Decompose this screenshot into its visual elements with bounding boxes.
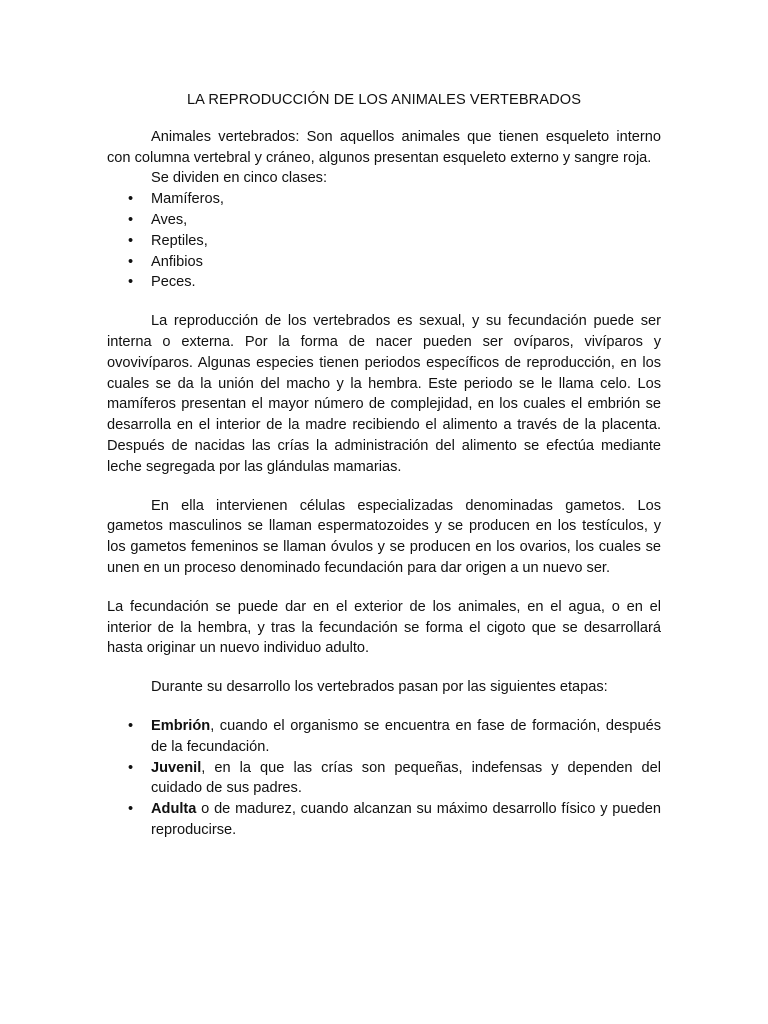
paragraph-stages-intro: Durante su desarrollo los vertebrados pasan por las siguientes etapas: (151, 679, 608, 696)
paragraph-gametes: En ella intervienen células especializadas denominadas gametos. Los gametos masculinos se llaman espermatozoides y se producen en los testículos, y los gametos femeninos se llaman óvulos y se producen en los ovarios, los cuales se unen en un proceso denominado fecundación para dar origen a un nuevo ser. (107, 497, 661, 576)
stage-term: Juvenil (151, 759, 202, 776)
bullet-icon: • (128, 717, 134, 734)
bullet-icon: • (128, 801, 134, 818)
bullet-icon: • (128, 274, 134, 291)
bullet-icon: • (128, 759, 134, 776)
document-title: LA REPRODUCCIÓN DE LOS ANIMALES VERTEBRADOS (186, 92, 582, 108)
bullet-icon: • (128, 191, 134, 208)
document-content (107, 90, 661, 841)
list-item (107, 799, 661, 841)
stage-description: , en la que las crías son pequeñas, indefensas y dependen del cuidado de sus padres. (151, 759, 661, 797)
paragraph-definition: Animales vertebrados: Son aquellos animales que tienen esqueleto interno con columna vertebral y cráneo, algunos presentan esqueleto externo y sangre roja. (107, 128, 661, 166)
paragraph-classes-intro: Se dividen en cinco clases: (151, 170, 328, 187)
list-item: • Mamíferos, (107, 189, 661, 210)
stage-description: , cuando el organismo se encuentra en fase de formación, después de la fecundación. (151, 717, 661, 755)
paragraph-fertilization: La fecundación se puede dar en el exterior de los animales, en el agua, o en el interior de la hembra, y tras la fecundación se forma el cigoto que se desarrollará hasta originar un nuevo individuo adulto. (107, 598, 661, 657)
bullet-icon: • (128, 211, 134, 228)
stage-description: o de madurez, cuando alcanzan su máximo desarrollo físico y pueden reproducirse. (151, 801, 661, 838)
classes-list (107, 189, 661, 293)
paragraph-reproduction: La reproducción de los vertebrados es sexual, y su fecundación puede ser interna o externa. Por la forma de nacer pueden ser ovíparos, vivíparos y ovovivíparos. Algunas especies tienen periodos específicos de reproducción, en los cuales se da la unión del macho y la hembra. Este periodo se le llama celo. Los mamíferos presentan el mayor número de complejidad, en los cuales el embrión se desarrolla en el interior de la madre recibiendo el alimento a través de la placenta. Después de nacidas las crías la administración del alimento se efectúa mediante leche segregada por las glándulas mamarias. (107, 313, 661, 475)
bullet-icon: • (128, 232, 134, 249)
stage-term: Adulta (151, 801, 197, 818)
bullet-icon: • (128, 253, 134, 270)
list-item: • Reptiles, (107, 231, 661, 252)
stages-list (107, 716, 661, 841)
stage-term: Embrión (151, 717, 211, 734)
list-item: • Anfibios (107, 252, 661, 273)
list-item: • Aves, (107, 210, 661, 231)
list-item (107, 716, 661, 758)
list-item (107, 758, 661, 800)
list-item: • Peces. (107, 272, 661, 293)
